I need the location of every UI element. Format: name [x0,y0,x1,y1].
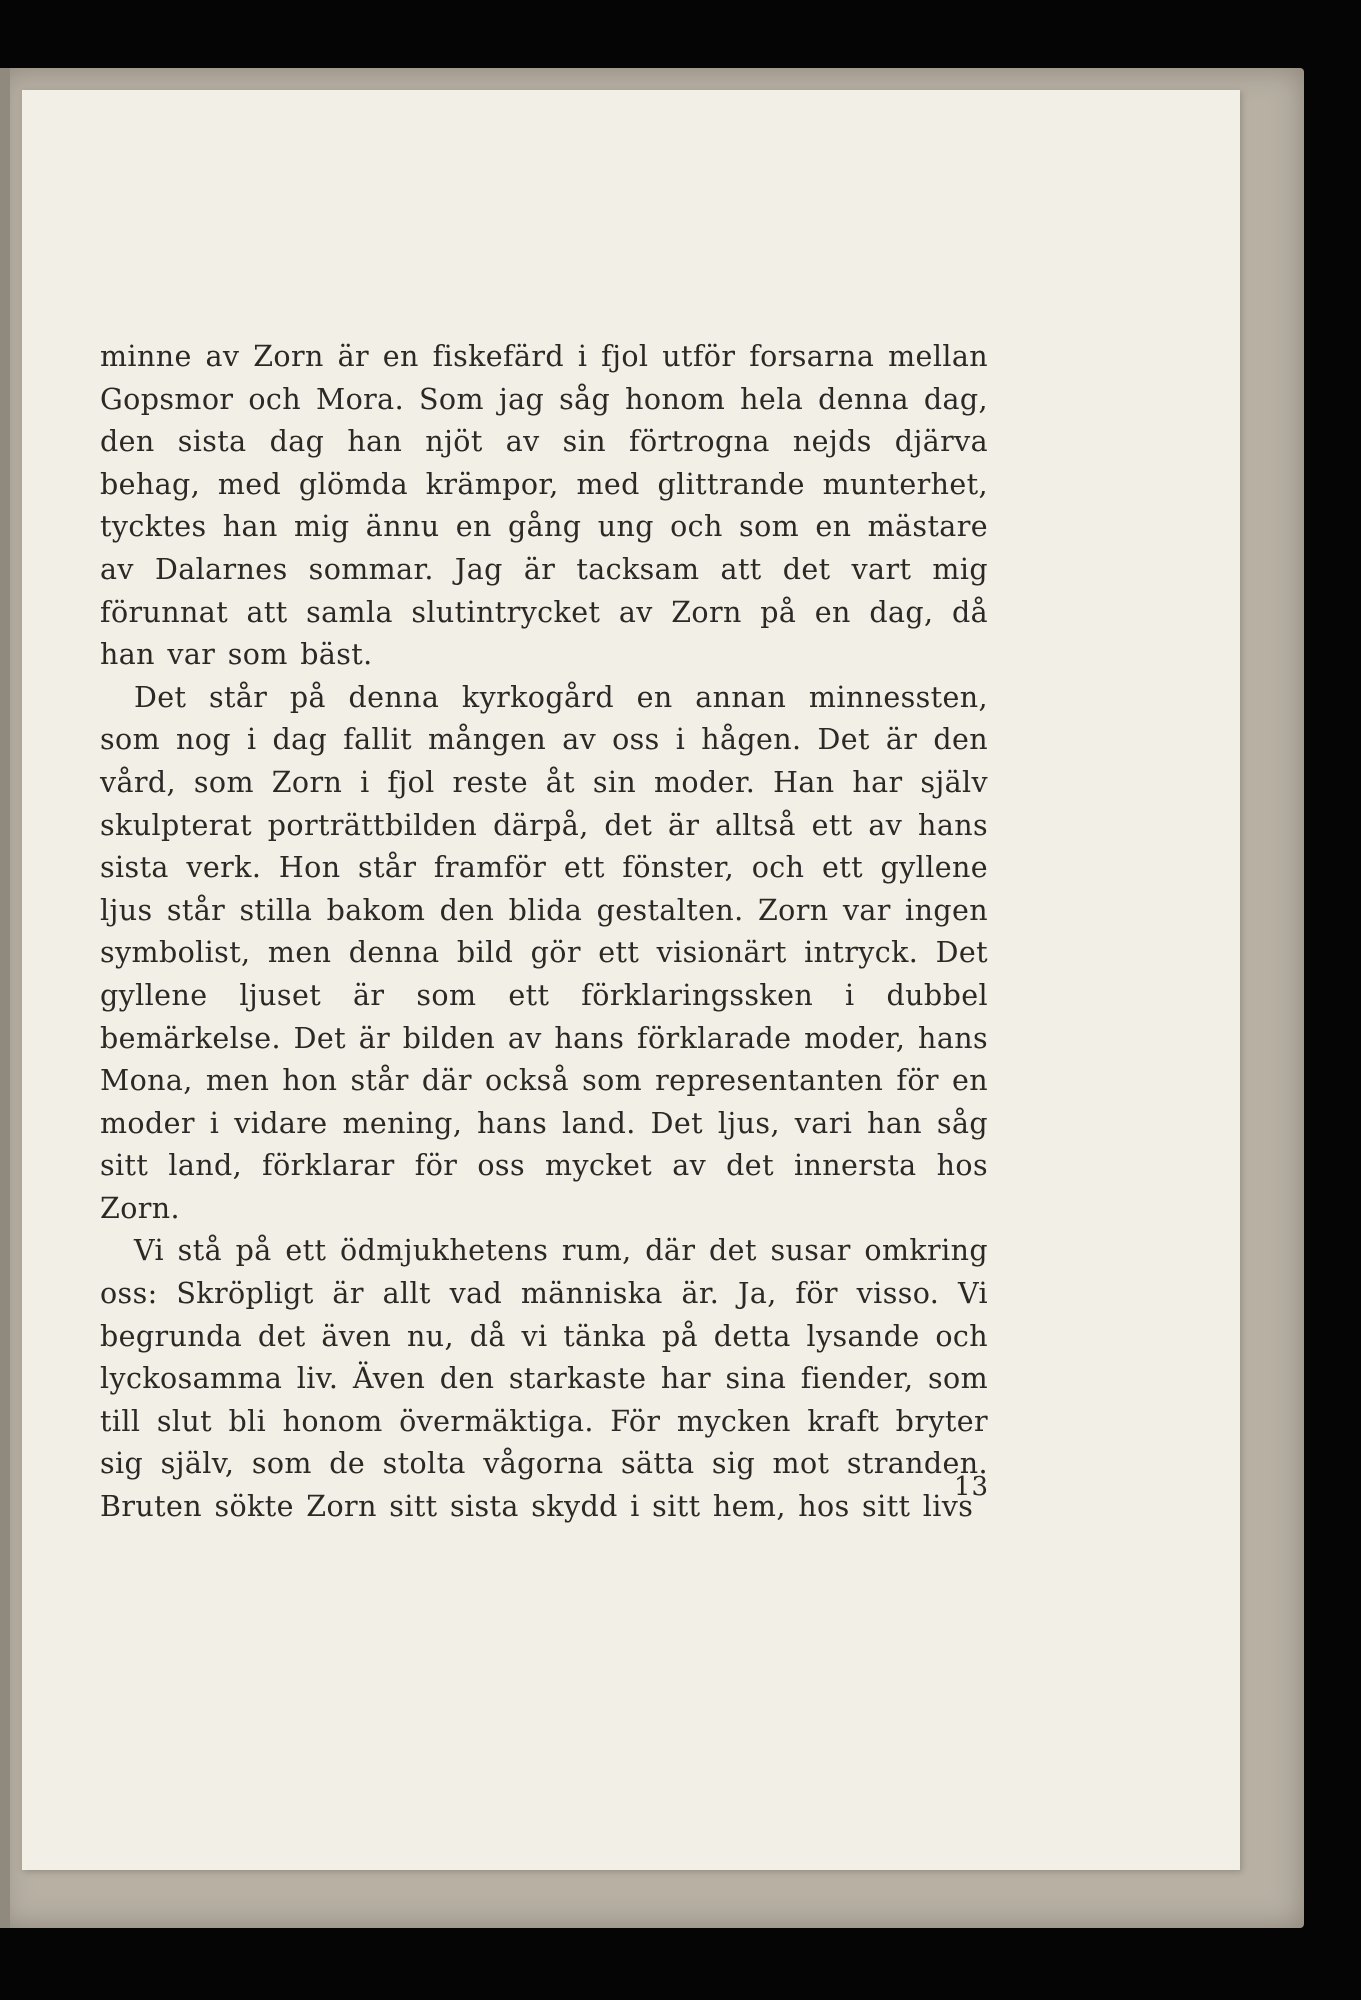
paragraph-2: Det står på denna kyrkogård en annan minnessten, som nog i dag fallit mången av oss i hågen. Det är den vård, som Zorn i fjol reste åt sin moder. Han har själv skulpterat porträttbilden därpå, det är alltså ett av hans sista verk. Hon står framför ett fönster, och ett gyllene ljus står stilla bakom den blida gestalten. Zorn var ingen symbolist, men denna bild gör ett visionärt intryck. Det gyllene ljuset är som ett förklaringssken i dubbel bemärkelse. Det är bilden av hans förklarade moder, hans Mona, men hon står där också som representanten för en moder i vidare mening, hans land. Det ljus, vari han såg sitt land, förklarar för oss mycket av det innersta hos Zorn. [100,680,988,1225]
body-text [100,336,988,1529]
paragraph-1: minne av Zorn är en fiskefärd i fjol utför forsarna mellan Gopsmor och Mora. Som jag såg honom hela denna dag, den sista dag han njöt av sin förtrogna nejds djärva behag, med glömda krämpor, med glittrande munterhet, tycktes han mig ännu en gång ung och som en mästare av Dalarnes sommar. Jag är tacksam att det vart mig förunnat att samla slutintrycket av Zorn på en dag, då han var som bäst. [100,340,988,672]
book-page [22,90,1240,1870]
page-number: 13 [954,1472,990,1502]
board-left-edge [0,68,10,1928]
paragraph-3: Vi stå på ett ödmjukhetens rum, där det susar omkring oss: Skröpligt är allt vad människa är. Ja, för visso. Vi begrunda det även nu, då vi tänka på detta lysande och lyckosamma liv. Även den starkaste har sina fiender, som till slut bli honom övermäktiga. För mycken kraft bryter sig själv, som de stolta vågorna sätta sig mot stranden. Bruten sökte Zorn sitt sista skydd i sitt hem, hos sitt livs [100,1234,988,1524]
